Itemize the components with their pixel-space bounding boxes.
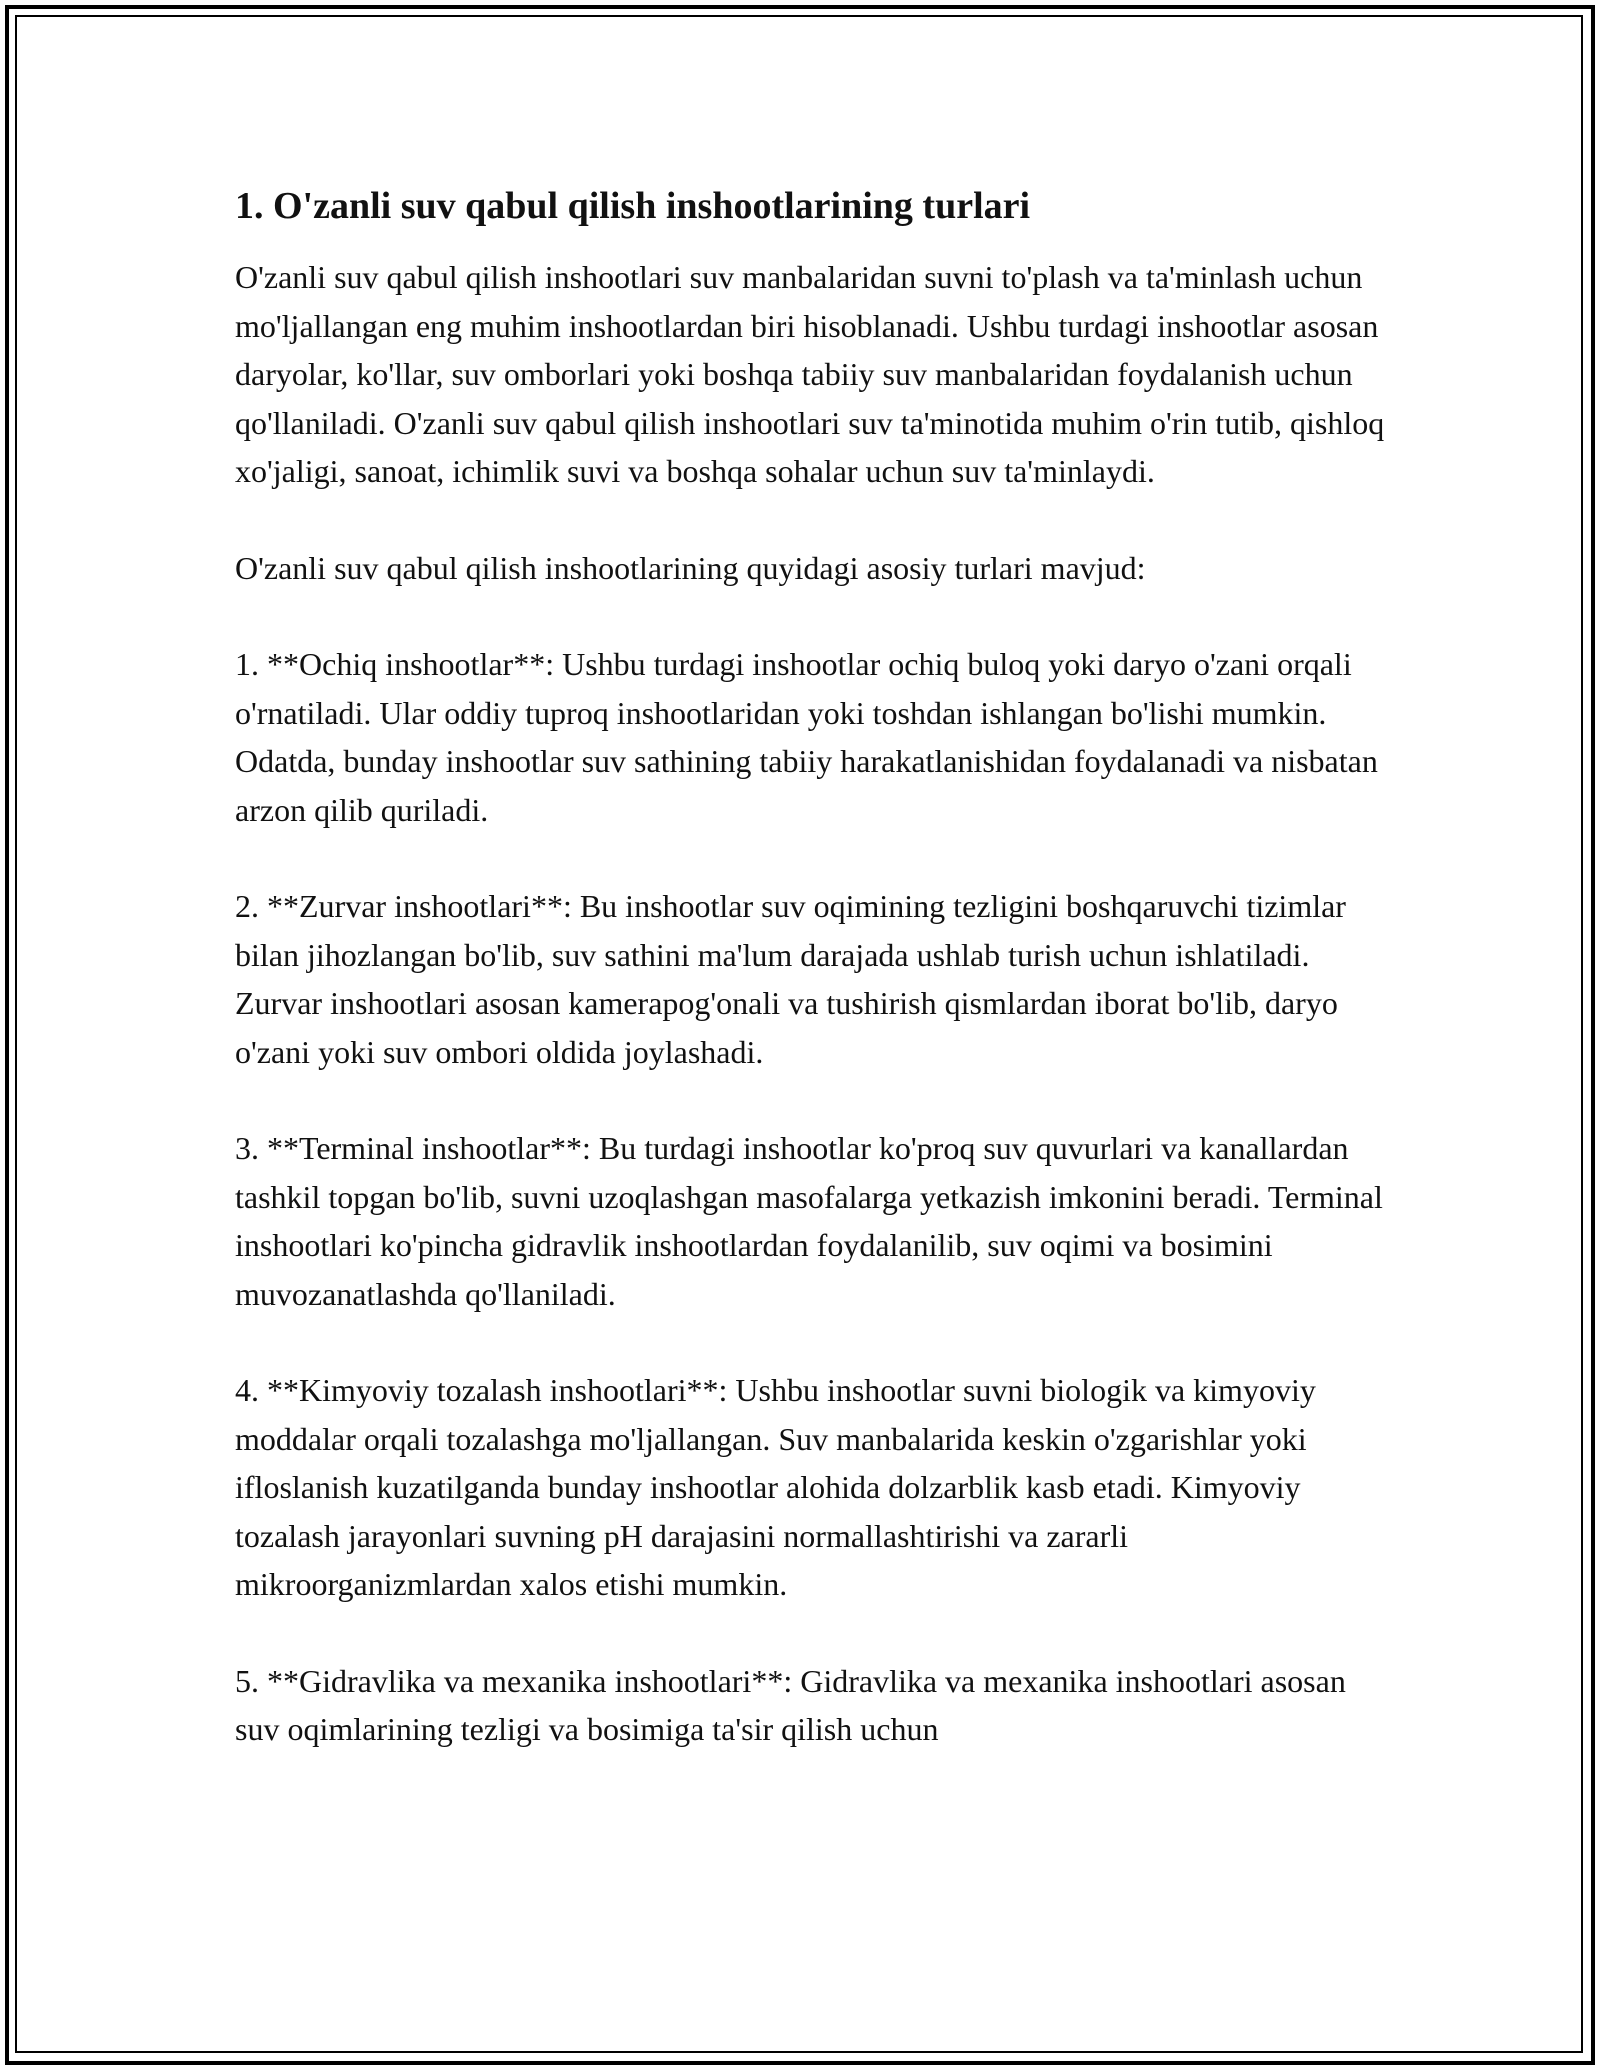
document-body bbox=[235, 182, 1385, 1802]
list-item-chemical-treatment-structures: 4. **Kimyoviy tozalash inshootlari**: Ushbu inshootlar suvni biologik va kimyoviy moddalar orqali tozalashga mo'ljallangan. Suv manbalarida keskin o'zgarishlar yoki ifloslanish kuzatilganda bunday inshootlar alohida dolzarblik kasb etadi. Kimyoviy tozalash jarayonlari suvning pH darajasini normallashtirishi va zararli mikroorganizmlardan xalos etishi mumkin. bbox=[235, 1372, 1316, 1603]
intro-paragraph: O'zanli suv qabul qilish inshootlari suv manbalaridan suvni to'plash va ta'minlash uchun mo'ljallangan eng muhim inshootlardan biri hisoblanadi. Ushbu turdagi inshootlar asosan daryolar, ko'llar, suv omborlari yoki boshqa tabiiy suv manbalaridan foydalanish uchun qo'llaniladi. O'zanli suv qabul qilish inshootlari suv ta'minotida muhim o'rin tutib, qishloq xo'jaligi, sanoat, ichimlik suvi va boshqa sohalar uchun suv ta'minlaydi. bbox=[235, 259, 1385, 490]
list-item-terminal-structures: 3. **Terminal inshootlar**: Bu turdagi inshootlar ko'proq suv quvurlari va kanallardan tashkil topgan bo'lib, suvni uzoqlashgan masofalarga yetkazish imkonini beradi. Terminal inshootlari ko'pincha gidravlik inshootlardan foydalanilib, suv oqimi va bosimini muvozanatlashda qo'llaniladi. bbox=[235, 1130, 1383, 1312]
types-lead-paragraph: O'zanli suv qabul qilish inshootlarining quyidagi asosiy turlari mavjud: bbox=[235, 549, 1146, 586]
list-item-open-structures: 1. **Ochiq inshootlar**: Ushbu turdagi inshootlar ochiq buloq yoki daryo o'zani orqali o'rnatiladi. Ular oddiy tuproq inshootlaridan yoki toshdan ishlangan bo'lishi mumkin. Odatda, bunday inshootlar suv sathining tabiiy harakatlanishidan foydalanadi va nisbatan arzon qilib quriladi. bbox=[235, 646, 1378, 828]
list-item-zurvar-structures: 2. **Zurvar inshootlari**: Bu inshootlar suv oqimining tezligini boshqaruvchi tizimlar bilan jihozlangan bo'lib, suv sathini ma'lum darajada ushlab turish uchun ishlatiladi. Zurvar inshootlari asosan kamerapog'onali va tushirish qismlardan iborat bo'lib, daryo o'zani yoki suv ombori oldida joylashadi. bbox=[235, 888, 1346, 1070]
section-heading: 1. O'zanli suv qabul qilish inshootlarining turlari bbox=[235, 185, 1031, 227]
list-item-hydraulic-mechanical-structures: 5. **Gidravlika va mexanika inshootlari**: Gidravlika va mexanika inshootlari asosan suv oqimlarining tezligi va bosimiga ta'sir qilish uchun bbox=[235, 1662, 1346, 1748]
